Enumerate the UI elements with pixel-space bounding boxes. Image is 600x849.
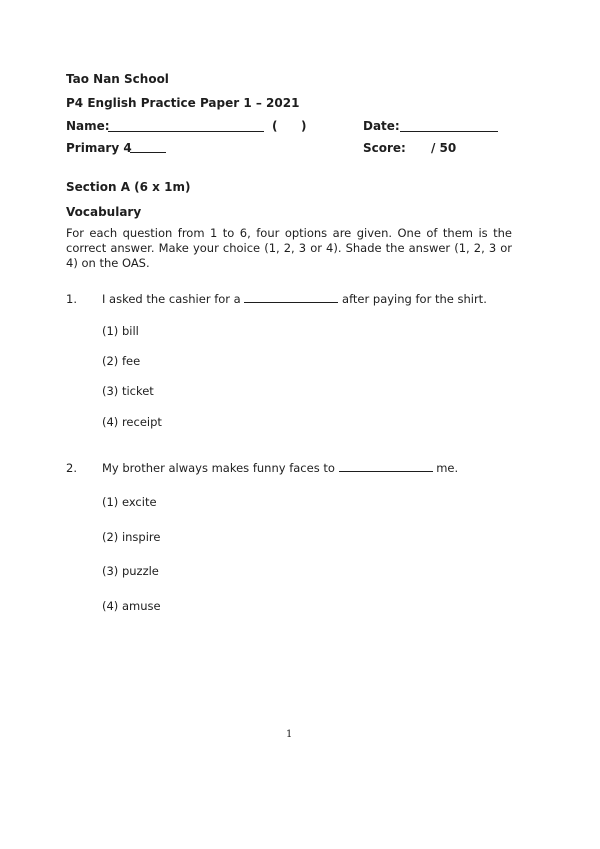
date-field-line <box>400 131 498 132</box>
question-1-option-2: (2) fee <box>102 354 141 368</box>
class-field-line <box>130 152 166 153</box>
class-number-open: ( <box>272 119 278 133</box>
question-2-option-2: (2) inspire <box>102 530 161 544</box>
question-2-option-1: (1) excite <box>102 495 157 509</box>
class-number-close: ) <box>301 119 307 133</box>
question-1-option-1: (1) bill <box>102 324 139 338</box>
name-label: Name: <box>66 119 110 133</box>
question-1-option-3: (3) ticket <box>102 384 154 398</box>
question-1-number: 1. <box>66 292 77 306</box>
date-label: Date: <box>363 119 400 133</box>
question-2-text-before: My brother always makes funny faces to <box>102 461 335 475</box>
school-name: Tao Nan School <box>66 72 169 86</box>
name-field-line <box>108 131 264 132</box>
question-1-text-after: after paying for the shirt. <box>342 292 487 306</box>
question-2-number: 2. <box>66 461 77 475</box>
class-label: Primary 4 <box>66 141 132 155</box>
question-2-blank <box>339 470 433 472</box>
score-label: Score: <box>363 141 406 155</box>
question-1-text-before: I asked the cashier for a <box>102 292 241 306</box>
question-1-blank <box>244 301 338 303</box>
question-2-option-3: (3) puzzle <box>102 564 159 578</box>
question-1-text <box>102 292 487 306</box>
section-title: Section A (6 x 1m) <box>66 180 191 194</box>
paper-title: P4 English Practice Paper 1 – 2021 <box>66 96 300 110</box>
score-total: / 50 <box>431 141 457 155</box>
section-subtitle: Vocabulary <box>66 205 142 219</box>
question-1-option-4: (4) receipt <box>102 415 162 429</box>
question-2-option-4: (4) amuse <box>102 599 161 613</box>
instructions: For each question from 1 to 6, four options are given. One of them is the correct answer. Make your choice (1, 2, 3 or 4). Shade the answer (1, 2, 3 or 4) on the OAS. <box>66 226 512 270</box>
question-2-text-after: me. <box>436 461 459 475</box>
page-number: 1 <box>286 729 293 740</box>
question-2-text <box>102 461 458 475</box>
